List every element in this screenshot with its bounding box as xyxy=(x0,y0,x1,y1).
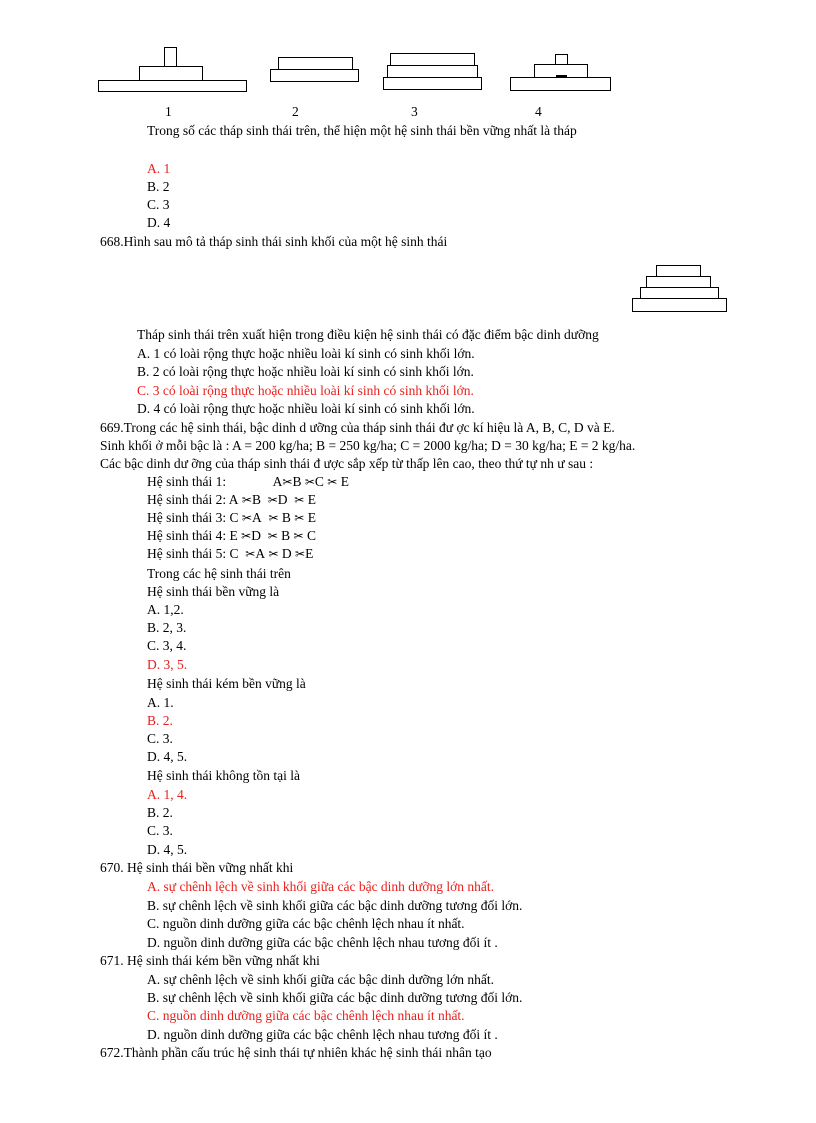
scissors-icon: ✂ xyxy=(304,475,315,489)
answer-option: D. 4 xyxy=(147,215,171,230)
level: C xyxy=(229,510,239,525)
level: E xyxy=(229,528,238,543)
level: C xyxy=(306,528,316,543)
ecosystem-sequence xyxy=(147,491,316,509)
ecosystem-label: Hệ sinh thái 4: xyxy=(147,528,227,543)
scissors-icon: ✂ xyxy=(293,529,304,543)
answer-option: C. 3 có loài rộng thực hoặc nhiều loài kí sinh có sinh khối lớn. xyxy=(137,383,474,398)
answer-option: C. 3, 4. xyxy=(147,638,187,653)
answer-option: D. 3, 5. xyxy=(147,657,188,672)
scissors-icon: ✂ xyxy=(245,547,256,561)
scissors-icon: ✂ xyxy=(295,547,306,561)
answer-option: B. 2, 3. xyxy=(147,620,187,635)
level: B xyxy=(292,474,302,489)
sub-question: Hệ sinh thái kém bền vững là xyxy=(147,676,306,691)
question-stem: Sinh khối ở mỗi bậc là : A = 200 kg/ha; B = 250 kg/ha; C = 2000 kg/ha; D = 30 kg/ha; E = 2 kg/ha. xyxy=(100,438,636,453)
pyramid-label: 2 xyxy=(292,104,299,119)
answer-option: A. 1 xyxy=(147,161,171,176)
level: E xyxy=(305,546,314,561)
ecosystem-label: Hệ sinh thái 3: xyxy=(147,510,227,525)
scissors-icon: ✂ xyxy=(267,493,278,507)
question-stem: Các bậc dinh dư ỡng của tháp sinh thái đ ược sắp xếp từ thấp lên cao, theo thứ tự nh ư sau : xyxy=(100,456,594,471)
answer-option: B. 2 có loài rộng thực hoặc nhiều loài kí sinh có sinh khối lớn. xyxy=(137,364,474,379)
level: D xyxy=(281,546,292,561)
question-stem: 669.Trong các hệ sinh thái, bậc dinh d ưỡng của tháp sinh thái đư ợc kí hiệu là A, B, C, D và E. xyxy=(100,420,615,435)
sub-question: Hệ sinh thái bền vững là xyxy=(147,584,280,599)
answer-option: D. 4 có loài rộng thực hoặc nhiều loài kí sinh có sinh khối lớn. xyxy=(137,401,475,416)
answer-option: C. nguồn dinh dưỡng giữa các bậc chênh lệch nhau ít nhất. xyxy=(147,916,465,931)
ecosystem-sequence xyxy=(147,473,349,491)
pyramid-1 xyxy=(98,46,248,92)
level: B xyxy=(281,528,291,543)
level: A xyxy=(272,474,283,489)
answer-option: A. sự chênh lệch về sinh khối giữa các bậc dinh dưỡng lớn nhất. xyxy=(147,972,495,987)
pyramid-label: 3 xyxy=(411,104,418,119)
scissors-icon: ✂ xyxy=(267,529,278,543)
answer-option: D. nguồn dinh dưỡng giữa các bậc chênh lệch nhau tương đối ít . xyxy=(147,1027,498,1042)
level: E xyxy=(340,474,349,489)
level: A xyxy=(251,510,262,525)
ecosystem-label: Hệ sinh thái 5: xyxy=(147,546,227,561)
level: D xyxy=(251,528,261,543)
ecosystem-label: Hệ sinh thái 2: xyxy=(147,492,227,507)
ecosystem-sequence xyxy=(147,509,316,527)
answer-option: D. nguồn dinh dưỡng giữa các bậc chênh lệch nhau tương đối ít . xyxy=(147,935,498,950)
ecosystem-sequence xyxy=(147,545,313,563)
answer-option: A. 1 có loài rộng thực hoặc nhiều loài kí sinh có sinh khối lớn. xyxy=(137,346,475,361)
scissors-icon: ✂ xyxy=(241,529,252,543)
scissors-icon: ✂ xyxy=(327,475,338,489)
ecosystem-label: Hệ sinh thái 1: xyxy=(147,474,227,489)
pyramid-4 xyxy=(510,53,612,92)
scissors-icon: ✂ xyxy=(241,493,252,507)
answer-option: B. sự chênh lệch về sinh khối giữa các bậc dinh dưỡng tương đối lớn. xyxy=(147,990,523,1005)
answer-option: A. sự chênh lệch về sinh khối giữa các bậc dinh dưỡng lớn nhất. xyxy=(147,879,495,894)
question-text: Trong số các tháp sinh thái trên, thể hiện một hệ sinh thái bền vững nhất là tháp xyxy=(147,123,577,138)
level: C xyxy=(314,474,324,489)
answer-option: B. 2. xyxy=(147,805,173,820)
ecosystem-sequence xyxy=(147,527,316,545)
answer-option: C. 3. xyxy=(147,731,173,746)
question-stem: 671. Hệ sinh thái kém bền vững nhất khi xyxy=(100,953,320,968)
answer-option: B. sự chênh lệch về sinh khối giữa các bậc dinh dưỡng tương đối lớn. xyxy=(147,898,523,913)
answer-option: A. 1. xyxy=(147,695,174,710)
scissors-icon: ✂ xyxy=(294,493,305,507)
biomass-pyramid xyxy=(632,264,728,314)
pyramid-label: 4 xyxy=(535,104,542,119)
answer-option: D. 4, 5. xyxy=(147,842,188,857)
level: E xyxy=(307,510,316,525)
pyramid-3 xyxy=(383,52,483,92)
question-text: Trong các hệ sinh thái trên xyxy=(147,566,291,581)
pyramid-2 xyxy=(270,54,360,84)
question-stem: 668.Hình sau mô tả tháp sinh thái sinh khối của một hệ sinh thái xyxy=(100,234,448,249)
pyramid-label: 1 xyxy=(165,104,172,119)
answer-option: B. 2. xyxy=(147,713,173,728)
scissors-icon: ✂ xyxy=(241,511,252,525)
question-stem: 672.Thành phần cấu trúc hệ sinh thái tự nhiên khác hệ sinh thái nhân tạo xyxy=(100,1045,492,1060)
question-stem: 670. Hệ sinh thái bền vững nhất khi xyxy=(100,860,294,875)
level: A xyxy=(228,492,239,507)
answer-option: D. 4, 5. xyxy=(147,749,188,764)
scissors-icon: ✂ xyxy=(282,475,293,489)
scissors-icon: ✂ xyxy=(268,511,279,525)
scissors-icon: ✂ xyxy=(294,511,305,525)
level: D xyxy=(277,492,288,507)
question-text: Tháp sinh thái trên xuất hiện trong điều kiện hệ sinh thái có đặc điểm bậc dinh dưỡng xyxy=(137,327,599,342)
answer-option: A. 1, 4. xyxy=(147,787,188,802)
answer-option: B. 2 xyxy=(147,179,170,194)
level: B xyxy=(281,510,291,525)
answer-option: C. nguồn dinh dưỡng giữa các bậc chênh lệch nhau ít nhất. xyxy=(147,1008,465,1023)
level: B xyxy=(251,492,261,507)
answer-option: C. 3 xyxy=(147,197,170,212)
answer-option: C. 3. xyxy=(147,823,173,838)
level: C xyxy=(229,546,239,561)
level: A xyxy=(255,546,266,561)
answer-option: A. 1,2. xyxy=(147,602,184,617)
level: E xyxy=(307,492,316,507)
sub-question: Hệ sinh thái không tồn tại là xyxy=(147,768,300,783)
scissors-icon: ✂ xyxy=(268,547,279,561)
